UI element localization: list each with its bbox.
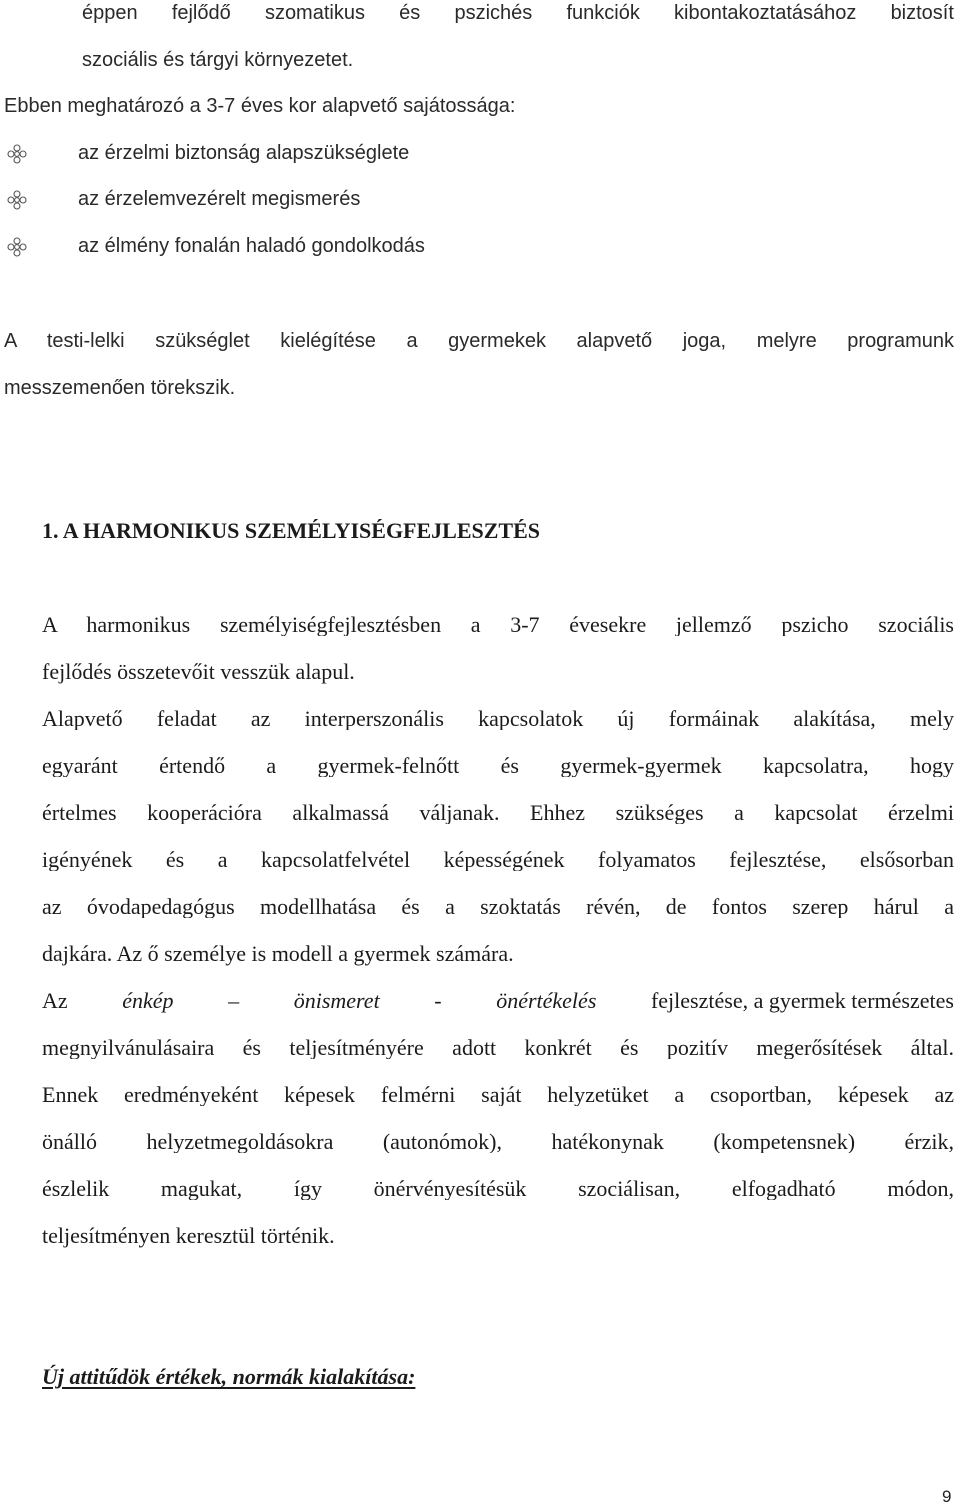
intro-paragraph-line: messzemenően törekszik. <box>4 377 236 399</box>
paragraph-line: az óvodapedagógus modellhatása és a szoktatás révén, de fontos szerep hárul a <box>42 896 954 918</box>
intro-word: kibontakoztatásához <box>674 2 857 24</box>
intro-word: pszichés <box>454 2 533 24</box>
paragraph-line: önálló helyzetmegoldásokra (autonómok), hatékonynak (kompetensnek) érzik, <box>42 1131 954 1153</box>
bullet-item: az érzelemvezérelt megismerés <box>78 188 361 210</box>
intro-word: éppen <box>82 2 138 24</box>
text-rest: fejlesztése, a gyermek természetes <box>650 988 954 1013</box>
intro-word: funkciók <box>566 2 640 24</box>
dash: – <box>228 988 240 1013</box>
paragraph-line-mixed <box>42 990 954 1012</box>
term-onertekeles: önértékelés <box>496 988 597 1013</box>
intro-word: biztosít <box>890 2 954 24</box>
flower-bullet-icon <box>6 189 28 211</box>
term-onismeret: önismeret <box>293 988 380 1013</box>
flower-bullet-icon <box>6 143 28 165</box>
paragraph-line: teljesítményen keresztül történik. <box>42 1223 335 1248</box>
term-enkep: énkép <box>122 988 174 1013</box>
intro-lead: Ebben meghatározó a 3-7 éves kor alapvető sajátossága: <box>4 95 516 117</box>
section-heading: 1. A HARMONIKUS SZEMÉLYISÉGFEJLESZTÉS <box>42 518 541 543</box>
intro-word: szomatikus <box>264 2 365 24</box>
paragraph-line: egyaránt értendő a gyermek-felnőtt és gyermek-gyermek kapcsolatra, hogy <box>42 755 954 777</box>
paragraph-line: fejlődés összetevőit vesszük alapul. <box>42 659 355 684</box>
paragraph-line: Ennek eredményeként képesek felmérni saját helyzetüket a csoportban, képesek az <box>42 1084 954 1106</box>
paragraph-line: észlelik magukat, így önérvényesítésük szociálisan, elfogadható módon, <box>42 1178 954 1200</box>
paragraph-line: megnyilvánulásaira és teljesítményére adott konkrét és pozitív megerősítések által. <box>42 1037 954 1059</box>
page-number: 9 <box>942 1487 952 1506</box>
subheading: Új attitűdök értékek, normák kialakítása: <box>42 1364 416 1389</box>
intro-line-2: szociális és tárgyi környezetet. <box>82 49 354 71</box>
bullet-item: az élmény fonalán haladó gondolkodás <box>78 235 425 257</box>
intro-paragraph-line: A testi-lelki szükséglet kielégítése a gyermekek alapvető joga, melyre programunk <box>4 331 954 351</box>
intro-line-1 <box>82 3 954 23</box>
paragraph-line: A harmonikus személyiségfejlesztésben a 3-7 évesekre jellemző pszicho szociális <box>42 614 954 636</box>
text-az: Az <box>42 988 68 1013</box>
bullet-item: az érzelmi biztonság alapszükséglete <box>78 142 410 164</box>
intro-word: és <box>399 2 421 24</box>
hyphen: - <box>434 988 442 1013</box>
paragraph-line: dajkára. Az ő személye is modell a gyermek számára. <box>42 941 514 966</box>
intro-word: fejlődő <box>171 2 231 24</box>
paragraph-line: Alapvető feladat az interperszonális kapcsolatok új formáinak alakítása, mely <box>42 708 954 730</box>
flower-bullet-icon <box>6 236 28 258</box>
paragraph-line: értelmes kooperációra alkalmassá váljanak. Ehhez szükséges a kapcsolat érzelmi <box>42 802 954 824</box>
paragraph-line: igényének és a kapcsolatfelvétel képességének folyamatos fejlesztése, elsősorban <box>42 849 954 871</box>
